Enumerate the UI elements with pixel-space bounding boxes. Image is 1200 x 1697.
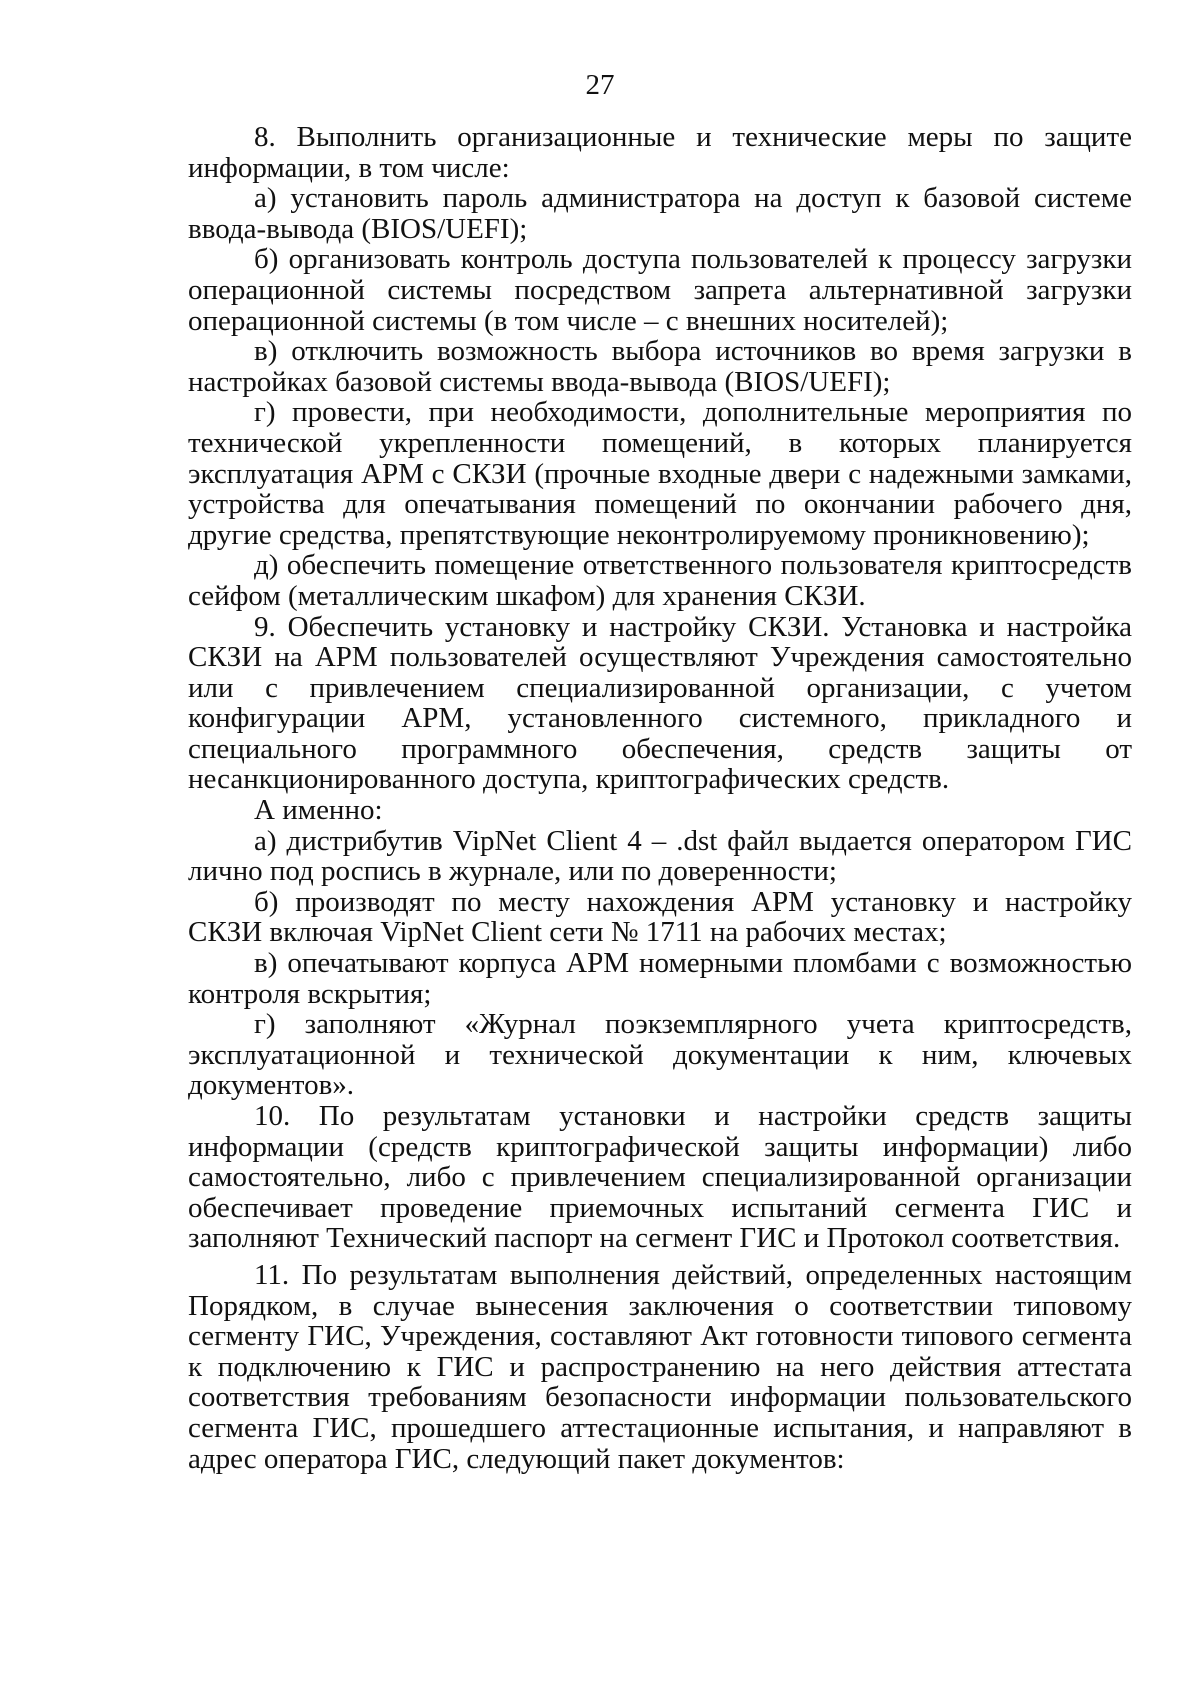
paragraph-item-9: 9. Обеспечить установку и настройку СКЗИ. Установка и настройка СКЗИ на АРМ пользователей осуществляют Учреждения самостоятельно или с привлечением специализированной организации, с учетом конфигурации АРМ, установленного системного, прикладного и специального программного обеспечения, средств защиты от несанкционированного доступа, криптографических средств. [188, 610, 1132, 796]
paragraph-item-8d: д) обеспечить помещение ответственного пользователя криптосредств сейфом (металлическим шкафом) для хранения СКЗИ. [188, 549, 1132, 612]
paragraph-item-8b: б) организовать контроль доступа пользователей к процессу загрузки операционной системы посредством запрета альтернативной загрузки операционной системы (в том числе – с внешних носителей); [188, 243, 1132, 337]
paragraph-item-8a: а) установить пароль администратора на доступ к базовой системе ввода-вывода (BIOS/UEFI); [188, 182, 1132, 245]
paragraph-item-8: 8. Выполнить организационные и технические меры по защите информации, в том числе: [188, 121, 1132, 184]
paragraph-item-8g: г) провести, при необходимости, дополнительные мероприятия по технической укрепленности помещений, в которых планируется эксплуатация АРМ с СКЗИ (прочные входные двери с надежными замками, устройства для опечатывания помещений по окончании рабочего дня, другие средства, препятствующие неконтролируемому проникновению); [188, 396, 1132, 551]
paragraph-item-8v: в) отключить возможность выбора источников во время загрузки в настройках базовой системы ввода-вывода (BIOS/UEFI); [188, 335, 1132, 398]
paragraph-item-9b: б) производят по месту нахождения АРМ установку и настройку СКЗИ включая VipNet Client сети № 1711 на рабочих местах; [188, 885, 1132, 949]
paragraph-item-9v: в) опечатывают корпуса АРМ номерными пломбами с возможностью контроля вскрытия; [188, 947, 1132, 1010]
paragraph-item-10: 10. По результатам установки и настройки средств защиты информации (средств криптографической защиты информации) либо самостоятельно, либо с привлечением специализированной организации обеспечивает проведение приемочных испытаний сегмента ГИС и заполняют Технический паспорт на сегмент ГИС и Протокол соответствия. [188, 1100, 1132, 1255]
paragraph-item-9g: г) заполняют «Журнал поэкземплярного учета криптосредств, эксплуатационной и технической документации к ним, ключевых документов». [188, 1008, 1132, 1102]
document-body [188, 122, 1132, 1474]
paragraph-item-11: 11. По результатам выполнения действий, определенных настоящим Порядком, в случае вынесения заключения о соответствии типовому сегменту ГИС, Учреждения, составляют Акт готовности типового сегмента к подключению к ГИС и распространению на него действия аттестата соответствия требованиям безопасности информации пользовательского сегмента ГИС, прошедшего аттестационные испытания, и направляют в адрес оператора ГИС, следующий пакет документов: [188, 1258, 1132, 1475]
paragraph-a-imenno: А именно: [254, 794, 383, 827]
page-number: 27 [585, 69, 615, 101]
paragraph-item-9a: а) дистрибутив VipNet Client 4 – .dst файл выдается оператором ГИС лично под роспись в журнале, или по доверенности; [188, 824, 1132, 888]
